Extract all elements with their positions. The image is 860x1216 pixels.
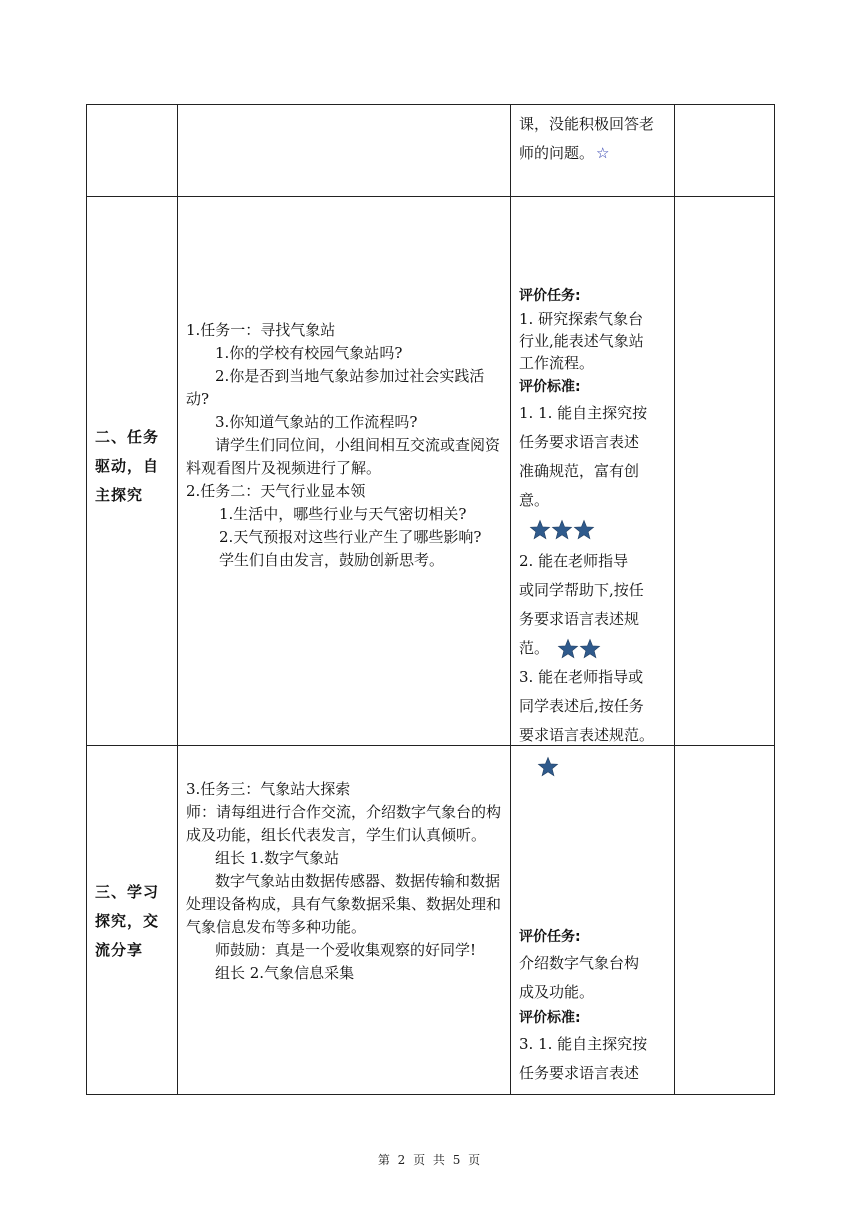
std-line: 务要求语言表述规 [519,610,640,628]
row2-col4 [675,197,775,746]
leader-2: 组长 2.气象信息采集 [215,964,355,982]
page-footer: 第 2 页 共 5 页 [377,1153,483,1167]
std-line: 任务要求语言表述 [519,1064,640,1082]
row1-col2 [178,105,511,197]
row1-col3 [511,105,675,197]
std-line: 3. 1. 能自主探究按 [519,1035,648,1053]
std-line: 2. 能在老师指导 [519,552,629,570]
table-row [87,105,775,197]
section-title-3: 三、学习探究，交流分享 [95,883,160,959]
eval-task-label: 评价任务: [519,929,581,945]
star-outline-icon: ☆ [596,144,610,162]
std-line: 同学表述后,按任务 [519,697,644,715]
std-line: 或同学帮助下,按任 [519,581,644,599]
task-block-2 [186,319,504,572]
star-icon [529,519,551,541]
row2-col2 [178,197,511,746]
std-line: 要求语言表述规范。 [519,726,655,744]
question-3: 3.你知道气象站的工作流程吗? [215,413,418,431]
eval-task-line: 工作流程。 [519,354,595,372]
std-line: 3. 能在老师指导或 [519,668,644,686]
std-line: 任务要求语言表述 [519,433,640,451]
question-note: 请学生们同位间，小组间相互交流或查阅资料观看图片及视频进行了解。 [186,436,501,477]
star-rating-2 [557,639,601,657]
row1-line1: 课，没能积极回答老 [519,115,655,133]
eval-task-line: 行业,能表述气象站 [519,332,644,350]
task-block-3 [186,778,504,985]
question-2: 2.你是否到当地气象站参加过社会实践活动? [186,367,485,408]
row3-col3 [511,746,675,1095]
row2-col3 [511,197,675,746]
star-icon [551,519,573,541]
row1-line2: 师的问题。 ☆ [519,144,610,162]
question-1: 1.你的学校有校园气象站吗? [215,344,403,362]
task2-title: 2.任务二：天气行业显本领 [186,482,366,500]
table-row [87,197,775,746]
star-icon [557,638,579,660]
row3-col4 [675,746,775,1095]
task2-question-2: 2.天气预报对这些行业产生了哪些影响? [219,528,482,546]
task3-title: 3.任务三：气象站大探索 [186,780,351,798]
row2-col1 [87,197,178,746]
std-line: 准确规范，富有创 [519,462,640,480]
task1-title: 1.任务一：寻找气象站 [186,321,336,339]
task2-question-1: 1.生活中，哪些行业与天气密切相关? [219,505,467,523]
section-title-2: 二、任务驱动，自主探究 [95,428,160,504]
task2-note: 学生们自由发言，鼓励创新思考。 [219,551,445,569]
row1-col1 [87,105,178,197]
star-icon [579,638,601,660]
eval-task-line: 介绍数字气象台构 [519,954,640,972]
star-icon [537,756,559,778]
row1-col4 [675,105,775,197]
row3-col2 [178,746,511,1095]
station-description: 数字气象站由数据传感器、数据传输和数据处理设备构成，具有气象数据采集、数据处理和气象信息发布等多种功能。 [186,872,502,936]
star-icon [573,519,595,541]
std-line-with-stars: 范。 [519,634,668,663]
eval-task-label: 评价任务: [519,288,581,304]
eval-std-label: 评价标准: [519,1010,581,1026]
leader-1: 组长 1.数字气象站 [215,849,340,867]
row3-col1 [87,746,178,1095]
teacher-instruction: 师：请每组进行合作交流，介绍数字气象台的构成及功能，组长代表发言，学生们认真倾听。 [186,803,502,844]
eval-std-label: 评价标准: [519,379,581,395]
teacher-encourage: 师鼓励：真是一个爱收集观察的好同学! [215,941,477,959]
std-line: 1. 1. 能自主探究按 [519,404,648,422]
table-row [87,746,775,1095]
star-rating-1 [537,756,559,778]
std-line: 意。 [519,491,550,509]
eval-task-line: 1. 研究探索气象台 [519,310,644,328]
eval-task-line: 成及功能。 [519,983,595,1001]
star-rating-3 [519,515,668,547]
lesson-plan-table [86,104,775,1095]
